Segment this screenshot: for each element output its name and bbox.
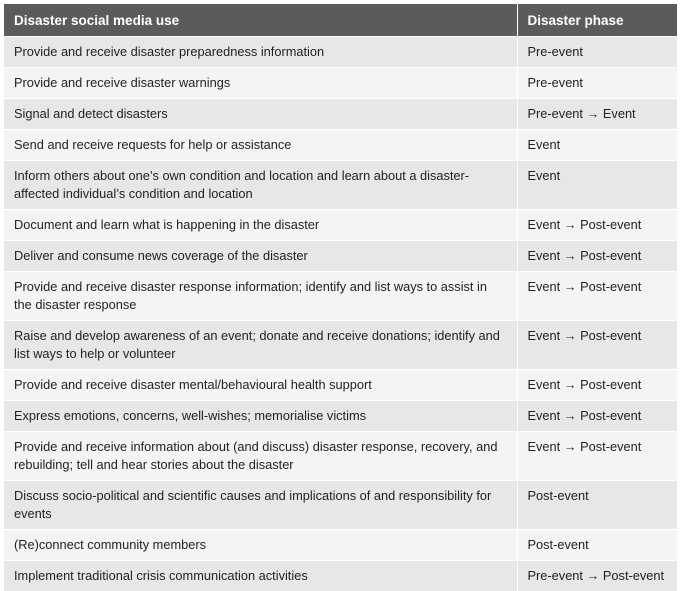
table-row xyxy=(4,241,677,272)
social-media-use-cell: Inform others about one’s own condition and location and learn about a disaster-affected individual’s condition and location xyxy=(4,161,517,210)
header-social-media-use: Disaster social media use xyxy=(4,4,517,37)
social-media-use-cell: Provide and receive disaster preparedness information xyxy=(4,37,517,68)
table-row xyxy=(4,370,677,401)
disaster-phase-cell: Pre-event → Post-event xyxy=(517,561,677,591)
social-media-use-cell: Document and learn what is happening in the disaster xyxy=(4,210,517,241)
disaster-social-media-table xyxy=(4,4,677,591)
table-row xyxy=(4,432,677,481)
social-media-use-cell: Discuss socio-political and scientific causes and implications of and responsibility for events xyxy=(4,481,517,530)
disaster-phase-cell: Event xyxy=(517,161,677,210)
disaster-phase-cell: Event → Post-event xyxy=(517,241,677,272)
disaster-phase-cell: Event → Post-event xyxy=(517,401,677,432)
social-media-use-cell: Provide and receive disaster response information; identify and list ways to assist in the disaster response xyxy=(4,272,517,321)
social-media-use-cell: Send and receive requests for help or assistance xyxy=(4,130,517,161)
table-row xyxy=(4,481,677,530)
social-media-use-cell: Provide and receive information about (and discuss) disaster response, recovery, and rebuilding; tell and hear stories about the disaster xyxy=(4,432,517,481)
disaster-phase-cell: Event xyxy=(517,130,677,161)
social-media-use-cell: Deliver and consume news coverage of the disaster xyxy=(4,241,517,272)
disaster-phase-cell: Event → Post-event xyxy=(517,272,677,321)
social-media-use-cell: (Re)connect community members xyxy=(4,530,517,561)
social-media-use-cell: Raise and develop awareness of an event; donate and receive donations; identify and list ways to help or volunteer xyxy=(4,321,517,370)
table-row xyxy=(4,68,677,99)
table-row xyxy=(4,99,677,130)
disaster-phase-cell: Pre-event xyxy=(517,37,677,68)
table-row xyxy=(4,161,677,210)
social-media-use-cell: Provide and receive disaster mental/behavioural health support xyxy=(4,370,517,401)
disaster-phase-cell: Event → Post-event xyxy=(517,370,677,401)
disaster-phase-cell: Pre-event xyxy=(517,68,677,99)
disaster-phase-cell: Pre-event → Event xyxy=(517,99,677,130)
social-media-use-cell: Implement traditional crisis communication activities xyxy=(4,561,517,591)
table-row xyxy=(4,210,677,241)
table-row xyxy=(4,272,677,321)
social-media-use-cell: Signal and detect disasters xyxy=(4,99,517,130)
header-disaster-phase: Disaster phase xyxy=(517,4,677,37)
table-row xyxy=(4,530,677,561)
table-row xyxy=(4,561,677,591)
table-row xyxy=(4,401,677,432)
disaster-phase-cell: Post-event xyxy=(517,481,677,530)
table-body xyxy=(4,37,677,591)
disaster-phase-cell: Post-event xyxy=(517,530,677,561)
table-row xyxy=(4,321,677,370)
disaster-phase-cell: Event → Post-event xyxy=(517,432,677,481)
table-header-row xyxy=(4,4,677,37)
table-row xyxy=(4,37,677,68)
social-media-use-cell: Express emotions, concerns, well-wishes; memorialise victims xyxy=(4,401,517,432)
table-container xyxy=(4,4,677,591)
table-row xyxy=(4,130,677,161)
disaster-phase-cell: Event → Post-event xyxy=(517,321,677,370)
social-media-use-cell: Provide and receive disaster warnings xyxy=(4,68,517,99)
disaster-phase-cell: Event → Post-event xyxy=(517,210,677,241)
